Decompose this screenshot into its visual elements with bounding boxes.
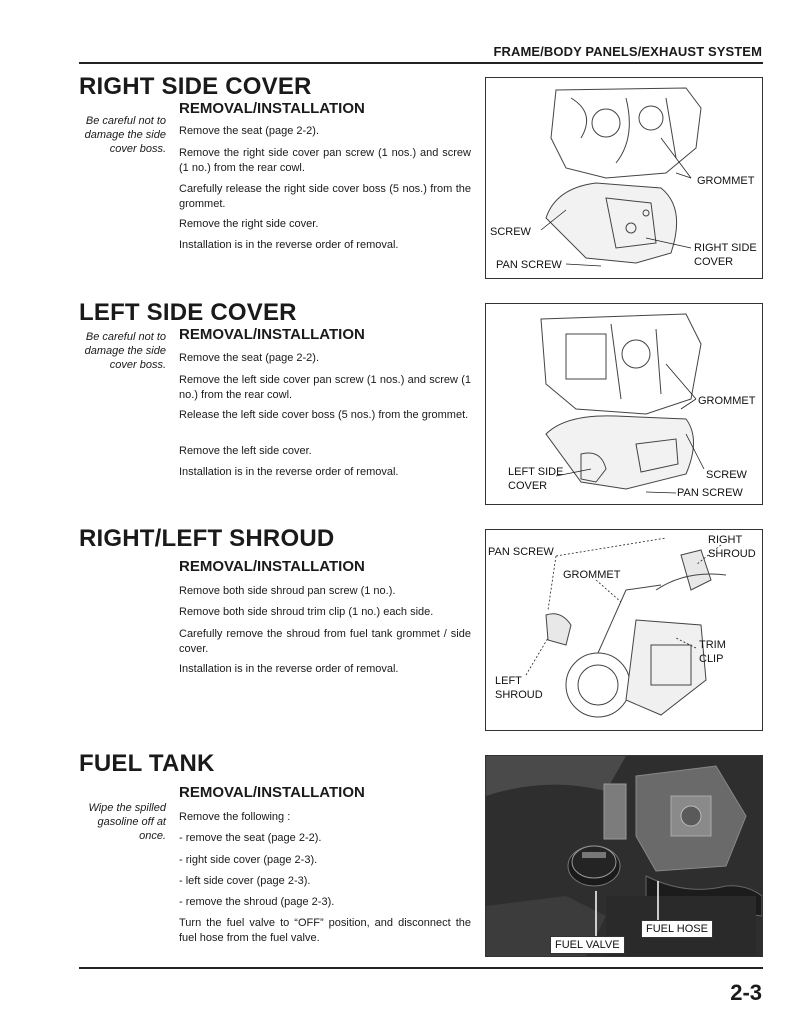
step: - right side cover (page 2-3). — [179, 854, 318, 866]
label-grommet: GROMMET — [698, 395, 756, 407]
footer-divider — [79, 967, 763, 969]
section-title-left-side-cover: LEFT SIDE COVER — [79, 299, 297, 326]
label-fuel-valve: FUEL VALVE — [550, 936, 625, 954]
header-divider — [79, 62, 763, 64]
step: Remove both side shroud pan screw (1 no.). — [179, 585, 396, 597]
figure-left-side-cover — [485, 303, 763, 505]
label-pan-screw: PAN SCREW — [488, 546, 554, 558]
caution-note: Be careful not to damage the side cover boss. — [84, 331, 166, 371]
label-right-shroud: RIGHT SHROUD — [708, 534, 756, 560]
label-left-shroud: LEFT SHROUD — [495, 675, 543, 701]
label-screw: SCREW — [490, 226, 531, 238]
caution-note: Wipe the spilled gasoline off at once. — [88, 802, 166, 842]
label-left-side-cover: LEFT SIDE COVER — [508, 466, 564, 492]
subhead-removal-installation: REMOVAL/INSTALLATION — [179, 100, 365, 117]
label-grommet: GROMMET — [563, 569, 621, 581]
step: - left side cover (page 2-3). — [179, 875, 311, 887]
step: - remove the shroud (page 2-3). — [179, 896, 335, 908]
step: Installation is in the reverse order of removal. — [179, 663, 399, 675]
step: Remove both side shroud trim clip (1 no.) each side. — [179, 606, 434, 618]
step: Remove the left side cover. — [179, 445, 312, 457]
step: Carefully release the right side cover boss (5 nos.) from the grommet. — [179, 183, 471, 210]
subhead-removal-installation: REMOVAL/INSTALLATION — [179, 326, 365, 343]
step: Remove the right side cover. — [179, 218, 319, 230]
label-fuel-hose: FUEL HOSE — [641, 920, 713, 938]
step: Release the left side cover boss (5 nos.) from the grommet. — [179, 409, 469, 421]
section-title-right-side-cover: RIGHT SIDE COVER — [79, 73, 312, 100]
figure-right-side-cover — [485, 77, 763, 279]
step: Remove the seat (page 2-2). — [179, 352, 320, 364]
page-number: 2-3 — [730, 980, 762, 1005]
step: Installation is in the reverse order of removal. — [179, 466, 399, 478]
step: Remove the left side cover pan screw (1 nos.) and screw (1 no.) from the rear cowl. — [179, 374, 471, 401]
label-pan-screw: PAN SCREW — [496, 259, 562, 271]
subhead-removal-installation: REMOVAL/INSTALLATION — [179, 558, 365, 575]
caution-note: Be careful not to damage the side cover boss. — [84, 115, 166, 155]
subhead-removal-installation: REMOVAL/INSTALLATION — [179, 784, 365, 801]
step: Remove the following : — [179, 811, 291, 823]
label-grommet: GROMMET — [697, 175, 755, 187]
label-screw: SCREW — [706, 469, 747, 481]
step: Carefully remove the shroud from fuel tank grommet / side cover. — [179, 628, 471, 655]
section-title-fuel-tank: FUEL TANK — [79, 750, 215, 777]
step: Remove the seat (page 2-2). — [179, 125, 320, 137]
fuel-valve-photo — [486, 756, 762, 956]
photo-fuel-valve — [485, 755, 763, 957]
step: Turn the fuel valve to “OFF” position, and disconnect the fuel hose from the fuel valve. — [179, 917, 471, 944]
step: Installation is in the reverse order of removal. — [179, 239, 399, 251]
section-title-shroud: RIGHT/LEFT SHROUD — [79, 525, 335, 552]
figure-shroud — [485, 529, 763, 731]
label-trim-clip: TRIM CLIP — [699, 639, 726, 665]
step: - remove the seat (page 2-2). — [179, 832, 322, 844]
label-right-side-cover: RIGHT SIDE COVER — [694, 242, 757, 268]
chapter-title: FRAME/BODY PANELS/EXHAUST SYSTEM — [493, 44, 762, 59]
step: Remove the right side cover pan screw (1 nos.) and screw (1 no.) from the rear cowl. — [179, 147, 471, 174]
label-pan-screw: PAN SCREW — [677, 487, 743, 499]
